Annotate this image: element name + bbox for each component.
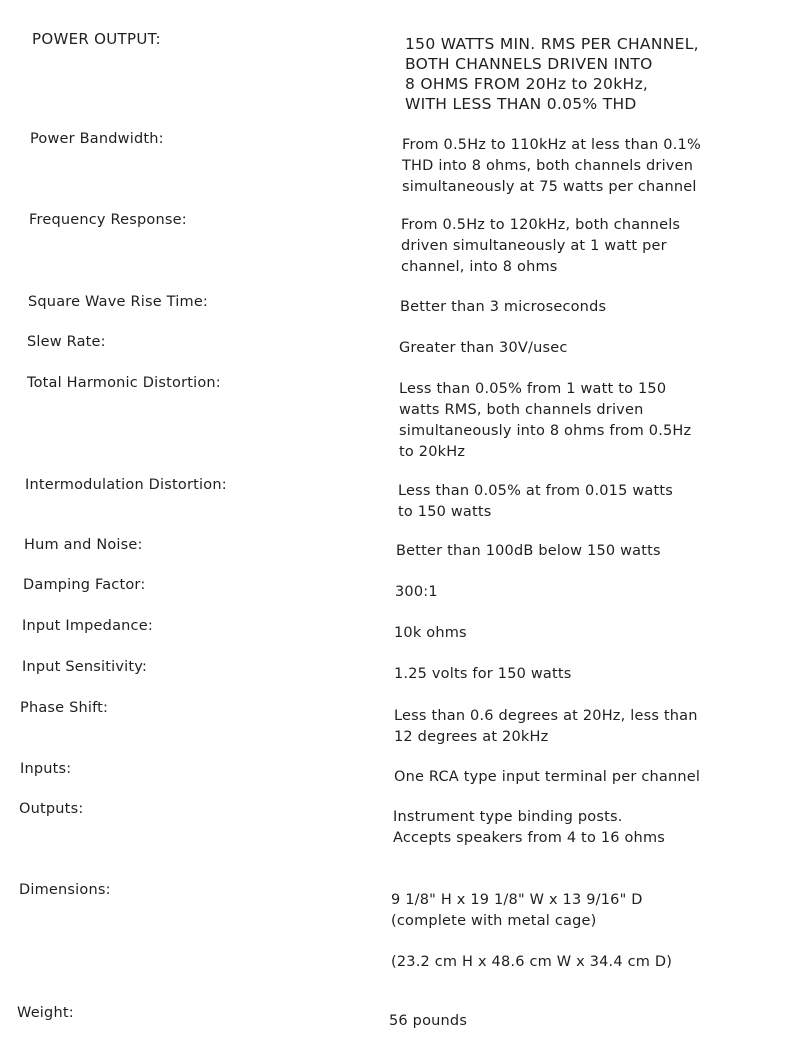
spec-value-outputs: Instrument type binding posts. Accepts speakers from 4 to 16 ohms bbox=[393, 809, 666, 846]
spec-label-weight: Weight: bbox=[17, 1005, 74, 1021]
spec-value-power-bandwidth: From 0.5Hz to 110kHz at less than 0.1% THD into 8 ohms, both channels driven simultaneously at 75 watts per channel bbox=[402, 137, 701, 195]
spec-label-power-bandwidth: Power Bandwidth: bbox=[30, 131, 164, 147]
spec-label-dimensions: Dimensions: bbox=[19, 882, 111, 898]
spec-value-dimensions: 9 1/8" H x 19 1/8" W x 13 9/16" D (complete with metal cage) bbox=[391, 892, 643, 929]
spec-value-input-sensitivity: 1.25 volts for 150 watts bbox=[394, 666, 572, 682]
spec-value-phase-shift: Less than 0.6 degrees at 20Hz, less than 12 degrees at 20kHz bbox=[394, 708, 698, 745]
spec-value-frequency-response: From 0.5Hz to 120kHz, both channels driven simultaneously at 1 watt per channel, into 8 ohms bbox=[401, 217, 681, 275]
spec-value-input-impedance: 10k ohms bbox=[394, 625, 467, 641]
spec-label-damping-factor: Damping Factor: bbox=[23, 577, 146, 593]
spec-label-input-sensitivity: Input Sensitivity: bbox=[22, 659, 148, 675]
spec-value-intermodulation-distortion: Less than 0.05% at from 0.015 watts to 150 watts bbox=[398, 483, 674, 520]
spec-value-slew-rate: Greater than 30V/usec bbox=[399, 340, 568, 356]
spec-label-intermodulation-distortion: Intermodulation Distortion: bbox=[25, 477, 227, 493]
spec-label-inputs: Inputs: bbox=[20, 761, 72, 777]
spec-label-total-harmonic-distortion: Total Harmonic Distortion: bbox=[27, 375, 221, 391]
spec-label-phase-shift: Phase Shift: bbox=[20, 700, 109, 716]
spec-value-hum-and-noise: Better than 100dB below 150 watts bbox=[396, 543, 661, 559]
spec-label-input-impedance: Input Impedance: bbox=[22, 618, 153, 634]
spec-label-outputs: Outputs: bbox=[19, 801, 84, 817]
spec-label-square-wave-rise-time: Square Wave Rise Time: bbox=[28, 294, 209, 310]
spec-label-slew-rate: Slew Rate: bbox=[27, 334, 106, 350]
spec-value-total-harmonic-distortion: Less than 0.05% from 1 watt to 150 watts RMS, both channels driven simultaneously into 8 ohms from 0.5Hz to 20kHz bbox=[399, 381, 692, 460]
spec-value-square-wave-rise-time: Better than 3 microseconds bbox=[400, 299, 607, 315]
spec-value-dimensions-metric: (23.2 cm H x 48.6 cm W x 34.4 cm D) bbox=[391, 954, 673, 970]
spec-label-frequency-response: Frequency Response: bbox=[29, 212, 187, 228]
spec-label-power-output: POWER OUTPUT: bbox=[32, 30, 161, 48]
spec-value-inputs: One RCA type input terminal per channel bbox=[394, 769, 701, 785]
spec-value-power-output: 150 WATTS MIN. RMS PER CHANNEL, BOTH CHANNELS DRIVEN INTO 8 OHMS FROM 20Hz to 20kHz, WITH LESS THAN 0.05% THD bbox=[405, 35, 699, 113]
spec-value-damping-factor: 300:1 bbox=[395, 584, 438, 600]
spec-value-weight: 56 pounds bbox=[389, 1013, 468, 1029]
spec-label-hum-and-noise: Hum and Noise: bbox=[24, 537, 143, 553]
